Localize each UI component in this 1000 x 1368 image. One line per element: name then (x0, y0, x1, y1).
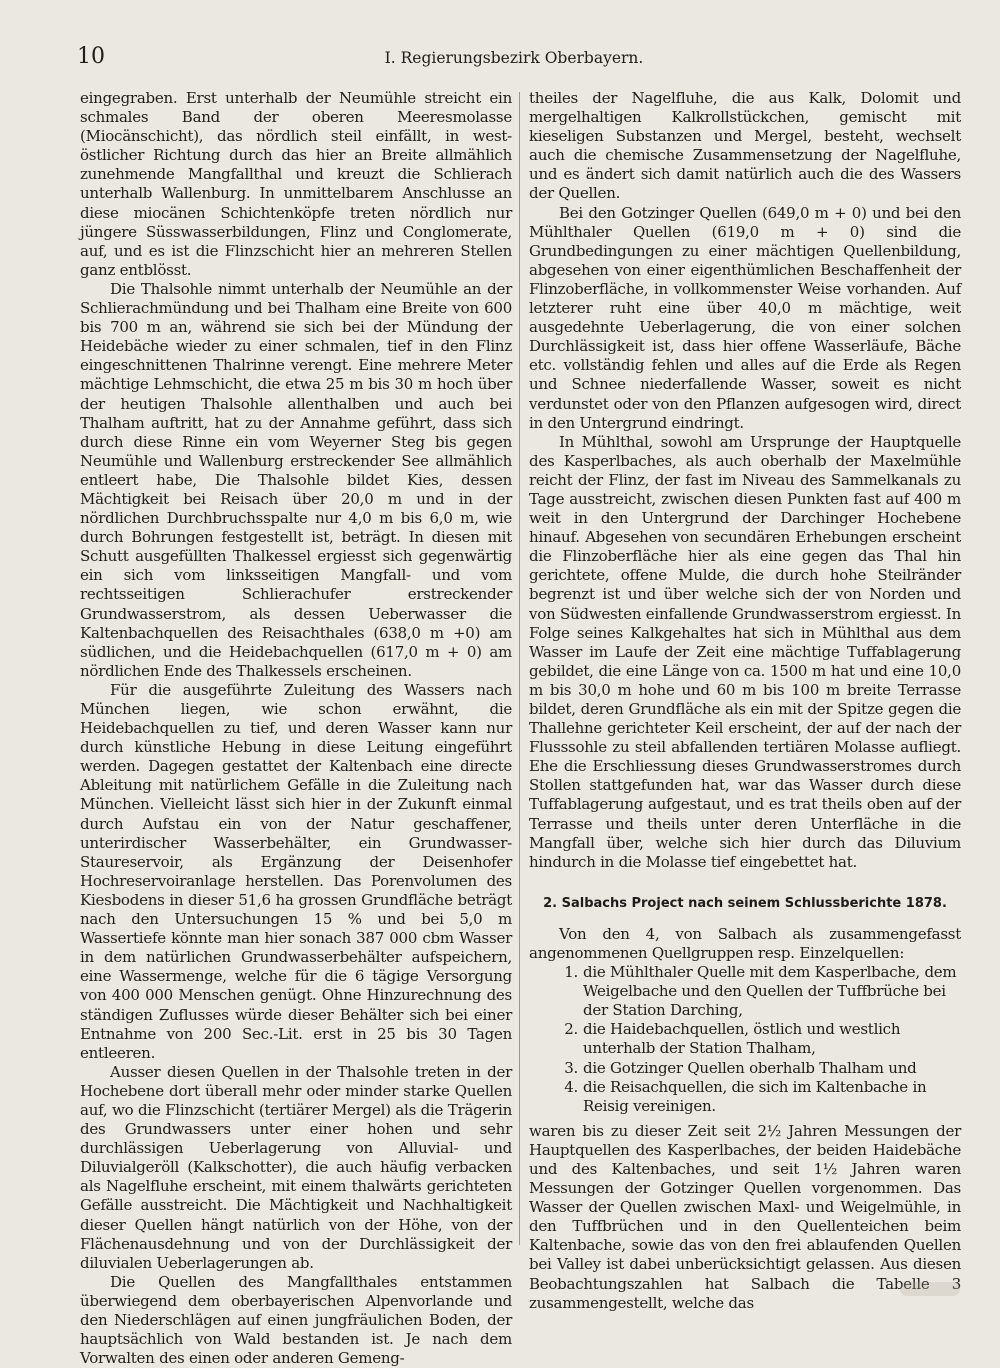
list-intro: Von den 4, von Salbach als zusammengefasst angenommenen Quellgruppen resp. Einzelquellen: (529, 924, 961, 962)
list-item-number: 1. (564, 963, 578, 982)
list-item (529, 1059, 961, 1078)
paragraph: Bei den Gotzinger Quellen (649,0 m + 0) und bei den Mühlthaler Quellen (619,0 m + 0) sind die Grundbedingungen zu einer mächtigen Quellenbildung, abgesehen von einer eigenthümlichen Beschaffenheit der Flinzoberfläche, in vollkommenster Weise vorhanden. Auf letzterer ruht eine über 40,0 m mächtige, weit ausgedehnte Ueberlagerung, die von einer solchen Durchlässigkeit ist, dass hier offene Wasserläufe, Bäche etc. vollständig fehlen und alles auf die Erde als Regen und Schnee niederfallende Wasser, soweit es nicht verdunstet oder von den Pflanzen aufgesogen wird, direct in den Untergrund eindringt. (529, 203, 961, 432)
list-item-number: 3. (564, 1058, 578, 1077)
page-number: 10 (77, 44, 105, 69)
list-item-text: die Reisachquellen, die sich im Kaltenbache in Reisig vereinigen. (583, 1077, 927, 1115)
paragraph: In Mühlthal, sowohl am Ursprunge der Hauptquelle des Kasperlbaches, als auch oberhalb der Maxelmühle reicht der Flinz, der fast im Niveau des Sammelkanals zu Tage ausstreicht, zwischen diesen Punkten fast auf 400 m weit in den Untergrund der Darchinger Hochebene hinauf. Abgesehen von secundären Erhebungen erscheint die Flinzoberfläche hier als eine gegen das Thal hin gerichtete, offene Mulde, die durch hohe Steilränder begrenzt ist und über welche sich der von Norden und von Südwesten einfallende Grundwasserstrom ergiesst. In Folge seines Kalkgehaltes hat sich in Mühlthal aus dem Wasser im Laufe der Zeit eine mächtige Tuffablagerung gebildet, die eine Länge von ca. 1500 m hat und eine 10,0 m bis 30,0 m hohe und 60 m bis 100 m breite Terrasse bildet, deren Grundfläche als ein mit der Spitze gegen die Thallehne gerichteter Keil erscheint, der auf der nach der Flusssohle zu steil abfallenden tertiären Molasse aufliegt. Ehe die Erschliessung dieses Grundwasserstromes durch Stollen stattgefunden hat, war das Wasser durch diese Tuffablagerung aufgestaut, und es trat theils oben auf der Terrasse und theils unter deren Unterfläche in die Mangfall über, welche sich hier durch das Diluvium hindurch in die Molasse tief eingebettet hat. (529, 432, 961, 871)
list-item-number: 4. (564, 1077, 578, 1096)
list-item-text: die Haidebachquellen, östlich und westlich unterhalb der Station Thalham, (583, 1020, 901, 1058)
running-head: I. Regierungsbezirk Oberbayern. (384, 49, 644, 67)
paragraph: Für die ausgeführte Zuleitung des Wassers nach München liegen, wie schon erwähnt, die Heidebachquellen zu tief, und deren Wasser kann nur durch künstliche Hebung in diese Leitung eingeführt werden. Dagegen gestattet der Kaltenbach eine directe Ableitung mit natürlichem Gefälle in die Zuleitung nach München. Vielleicht lässt sich hier in der Zukunft einmal durch Aufstau ein von der Natur geschaffener, unterirdischer Wasserbehälter, ein Grundwasser-Staureservoir, als Ergänzung der Deisenhofer Hochreservoiranlage herstellen. Das Porenvolumen des Kiesbodens in dieser 51,6 ha grossen Grundfläche beträgt nach den Untersuchungen 15 % und bei 5,0 m Wassertiefe könnte man hier sonach 387 000 cbm Wasser in dem natürlichen Grundwasserbehälter aufspeichern, eine Wassermenge, welche für die 6 tägige Versorgung von 400 000 Menschen genügt. Ohne Hinzurechnung des ständigen Zuflusses würde dieser Behälter sich bei einer Entnahme von 200 Sec.-Lit. erst in 25 bis 30 Tagen entleeren. (80, 680, 512, 1062)
left-column (80, 89, 512, 1368)
paragraph: waren bis zu dieser Zeit seit 2½ Jahren Messungen der Hauptquellen des Kasperlbaches, der beiden Haidebäche und des Kaltenbaches, und seit 1½ Jahren waren Messungen der Gotzinger Quellen vorgenommen. Das Wasser der Quellen zwischen Maxl- und Weigelmühle, in den Tuffbrüchen und in den Quellenteichen beim Kaltenbache, sowie das von den frei ablaufenden Quellen bei Valley ist dabei unberücksichtigt gelassen. Aus diesen Beobachtungszahlen hat Salbach die Tabelle 3 zusammengestellt, welche das (529, 1121, 961, 1312)
list-item-text: die Gotzinger Quellen oberhalb Thalham und (583, 1058, 917, 1077)
list-item (529, 1020, 961, 1058)
list-item-text: die Mühlthaler Quelle mit dem Kasperlbache, dem Weigelbache und den Quellen der Tuffbrüche bei der Station Darching, (583, 963, 957, 1020)
paragraph: Ausser diesen Quellen in der Thalsohle treten in der Hochebene dort überall mehr oder minder starke Quellen auf, wo die Flinzschicht (tertiärer Mergel) als die Trägerin des Grundwassers unter einer hohen und sehr durchlässigen Ueberlagerung von Alluvial- und Diluvialgeröll (Kalkschotter), die auch häufig verbacken als Nagelfluhe erscheint, mit einem thalwärts gerichteten Gefälle ausstreicht. Die Mächtigkeit und Nachhaltigkeit dieser Quellen hängt natürlich von der Höhe, von der Flächenausdehnung und von der Durchlässigkeit der diluvialen Ueberlagerungen ab. (80, 1062, 512, 1272)
list-item-number: 2. (564, 1020, 578, 1039)
paragraph: theiles der Nagelfluhe, die aus Kalk, Dolomit und mergelhaltigen Kalkrollstückchen, gemischt mit kieseligen Substanzen und Mergel, besteht, wechselt auch die chemische Zusammensetzung der Nagelfluhe, und es ändert sich damit natürlich auch die des Wassers der Quellen. (529, 89, 961, 203)
spring-group-list (529, 963, 961, 1116)
list-item (529, 963, 961, 1020)
print-smudge (900, 1282, 960, 1296)
right-column (529, 89, 961, 1313)
section-heading: 2. Salbachs Project nach seinem Schlussberichte 1878. (543, 895, 947, 911)
paragraph: Die Quellen des Mangfallthales entstammen überwiegend dem oberbayerischen Alpenvorlande und den Niederschlägen auf einen jungfräulichen Boden, der hauptsächlich von Wald bestanden ist. Je nach dem Vorwalten des einen oder anderen Gemeng- (80, 1272, 512, 1368)
paragraph: eingegraben. Erst unterhalb der Neumühle streicht ein schmales Band der oberen Meeresmolasse (Miocänschicht), das nördlich steil einfällt, in west-östlicher Richtung durch das hier an Breite allmählich zunehmende Mangfallthal und kreuzt die Schlierach unterhalb Wallenburg. In unmittelbarem Anschlusse an diese miocänen Schichtenköpfe treten nördlich nur jüngere Süsswasserbildungen, Flinz und Conglomerate, auf, und es ist die Flinzschicht hier an mehreren Stellen ganz entblösst. (80, 89, 512, 279)
paragraph: Die Thalsohle nimmt unterhalb der Neumühle an der Schlierachmündung und bei Thalham eine Breite von 600 bis 700 m an, während sie sich bei der Mündung der Heidebäche wieder zu einer schmalen, tief in den Flinz eingeschnittenen Thalrinne verengt. Eine mehrere Meter mächtige Lehmschicht, die etwa 25 m bis 30 m hoch über der heutigen Thalsohle allenthalben und auch bei Thalham auftritt, hat zu der Annahme geführt, dass sich durch diese Rinne ein vom Weyerner Steg bis gegen Neumühle und Wallenburg erstreckender See allmählich entleert habe, Die Thalsohle bildet Kies, dessen Mächtigkeit bei Reisach über 20,0 m und in der nördlichen Durchbruchsspalte nur 4,0 m bis 6,0 m, wie durch Bohrungen festgestellt ist, beträgt. In diesen mit Schutt ausgefüllten Thalkessel ergiesst sich gegenwärtig ein sich vom linksseitigen Mangfall- und vom rechtsseitigen Schlierachufer erstreckender Grundwasserstrom, als dessen Ueberwasser die Kaltenbachquellen des Reisachthales (638,0 m +0) am südlichen, und die Heidebachquellen (617,0 m + 0) am nördlichen Ende des Thalkessels erscheinen. (80, 279, 512, 680)
column-divider (519, 92, 520, 1245)
list-item (529, 1078, 961, 1116)
